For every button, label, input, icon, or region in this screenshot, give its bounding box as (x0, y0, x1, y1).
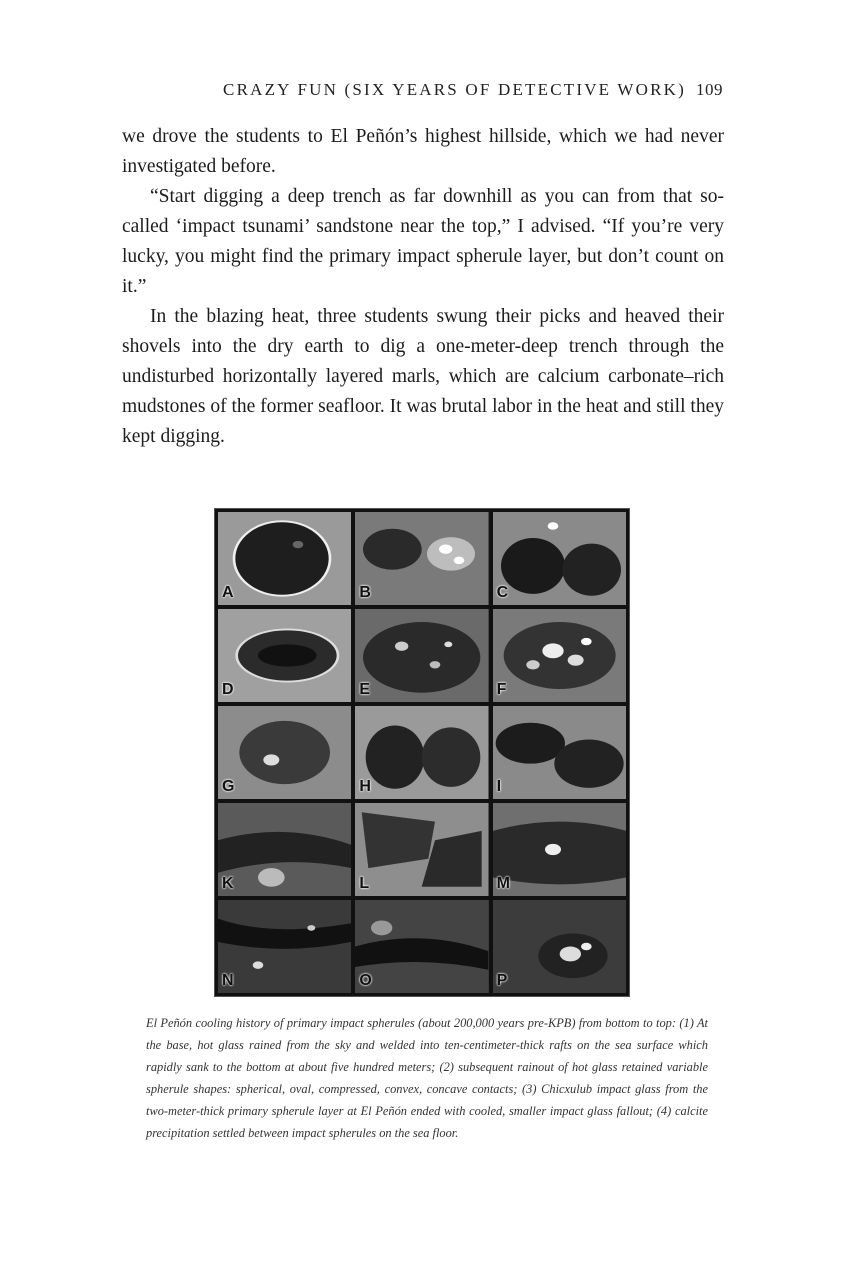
panel-label: F (496, 681, 507, 698)
panel-label: G (222, 778, 235, 795)
micrograph-image (493, 609, 626, 702)
micrograph-image (493, 706, 626, 799)
micrograph-image (355, 706, 488, 799)
micrograph-image (355, 900, 488, 993)
micrograph-panel (493, 803, 626, 896)
paragraph: In the blazing heat, three students swung their picks and heaved their shovels into the dry earth to dig a one-meter-deep trench through the undisturbed horizontally layered marls, which are calcium carbonate–rich mudstones of the former seafloor. It was brutal labor in the heat and still they kept digging. (122, 306, 724, 447)
micrograph-panel (355, 706, 488, 799)
running-head (223, 80, 723, 100)
micrograph-panel (355, 512, 488, 605)
panel-label: N (222, 972, 234, 989)
micrograph-image (218, 900, 351, 993)
micrograph-image (218, 803, 351, 896)
micrograph-image (493, 512, 626, 605)
panel-label: P (496, 972, 508, 989)
micrograph-panel (493, 900, 626, 993)
panel-label: D (222, 681, 234, 698)
micrograph-panel (218, 900, 351, 993)
micrograph-image (493, 900, 626, 993)
micrograph-image (218, 609, 351, 702)
micrograph-panel (493, 512, 626, 605)
page-number: 109 (696, 80, 723, 99)
panel-label: A (222, 584, 234, 601)
paragraph: we drove the students to El Peñón’s highest hillside, which we had never investigated before. (122, 126, 724, 177)
micrograph-panel (218, 706, 351, 799)
micrograph-panel (218, 803, 351, 896)
micrograph-image (493, 803, 626, 896)
micrograph-panel (493, 609, 626, 702)
micrograph-image (218, 706, 351, 799)
micrograph-image (355, 803, 488, 896)
panel-label: C (496, 584, 509, 601)
micrograph-panel (493, 706, 626, 799)
micrograph-image (355, 609, 488, 702)
figure-caption: El Peñón cooling history of primary impact spherules (about 200,000 years pre-KPB) from bottom to top: (1) At the base, hot glass rained from the sky and welded into ten-centimeter-thick rafts on the sea surface which rapidly sank to the bottom at about five hundred meters; (2) subsequent rainout of hot glass retained variable spherule shapes: spherical, oval, compressed, convex, concave contacts; (3) Chicxulub impact glass from the two-meter-thick primary spherule layer at El Peñón ended with cooled, smaller impact glass fallout; (4) calcite precipitation settled between impact spherules on the sea floor. (146, 1016, 708, 1140)
micrograph-panel (355, 900, 488, 993)
micrograph-panel (218, 609, 351, 702)
chapter-title: CRAZY FUN (SIX YEARS OF DETECTIVE WORK) (223, 80, 686, 99)
micrograph-figure (214, 508, 630, 997)
micrograph-panel (355, 609, 488, 702)
panel-label: L (359, 875, 370, 892)
panel-label: O (359, 972, 372, 989)
panel-label: K (222, 875, 234, 892)
micrograph-panel (355, 803, 488, 896)
micrograph-image (218, 512, 351, 605)
body-text (122, 122, 724, 452)
panel-label: H (359, 778, 371, 795)
panel-label: M (496, 875, 510, 892)
micrograph-panel (218, 512, 351, 605)
micrograph-image (355, 512, 488, 605)
panel-label: B (359, 584, 371, 601)
panel-label: E (359, 681, 370, 698)
paragraph: “Start digging a deep trench as far downhill as you can from that so-called ‘impact tsunami’ sandstone near the top,” I advised. “If you’re very lucky, you might find the primary impact spherule layer, but don’t count on it.” (122, 186, 724, 297)
panel-label: I (496, 778, 502, 795)
